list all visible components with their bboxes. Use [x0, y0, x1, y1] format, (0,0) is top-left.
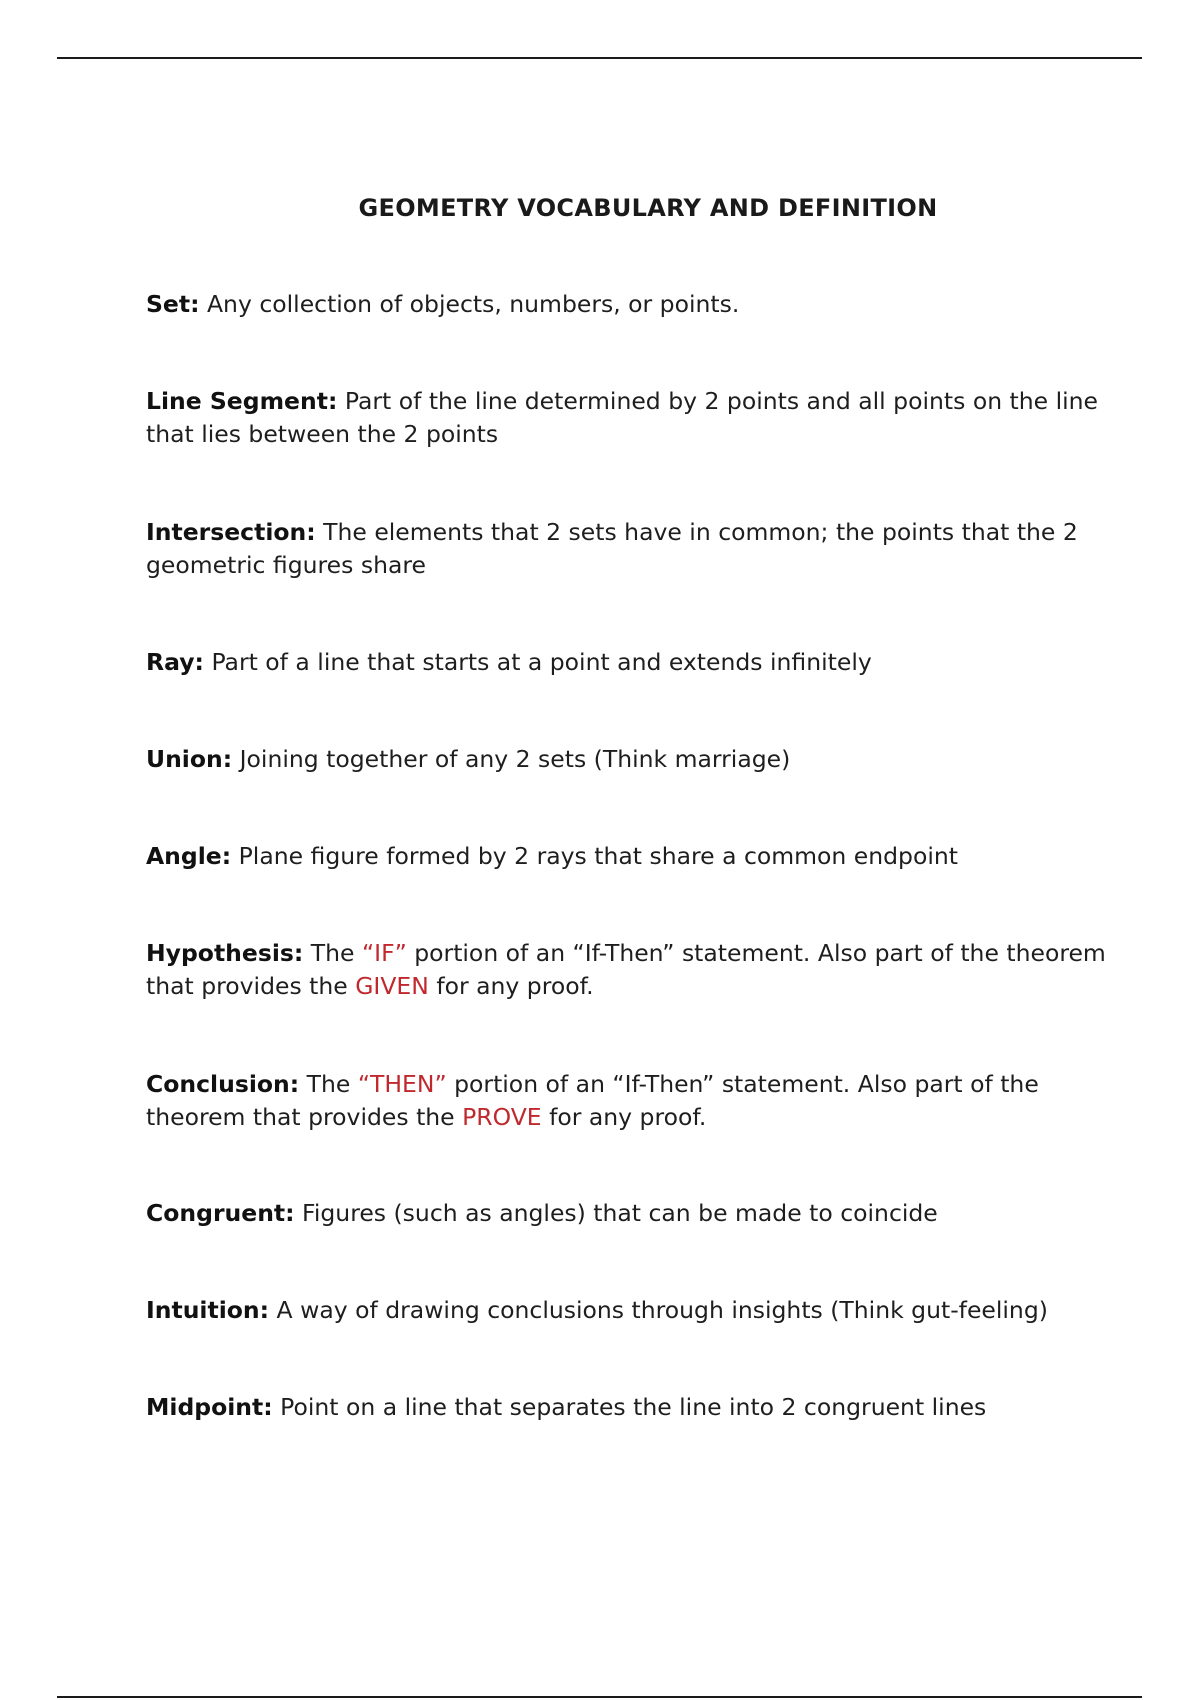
entry-angle: [146, 840, 1106, 873]
definition-angle: Plane figure formed by 2 rays that share a common endpoint: [238, 842, 958, 870]
entry-line-segment: [146, 385, 1106, 451]
definition-set: Any collection of objects, numbers, or points.: [206, 290, 740, 318]
definition-hypothesis-text-1: The: [310, 939, 362, 967]
entry-congruent: [146, 1197, 1106, 1230]
term-set: Set:: [146, 290, 200, 318]
definition-intuition: A way of drawing conclusions through insights (Think gut-feeling): [276, 1296, 1048, 1324]
document-title: GEOMETRY VOCABULARY AND DEFINITION: [358, 194, 938, 222]
definition-conclusion-text-1: The: [306, 1070, 358, 1098]
definition-conclusion-text-2: portion of an “If-Then” statement. Also part of the theorem that provides the: [146, 1070, 1039, 1131]
term-angle: Angle:: [146, 842, 232, 870]
definition-line-segment: Part of the line determined by 2 points and all points on the line that lies between the 2 points: [146, 387, 1099, 448]
entry-set: [146, 288, 1106, 321]
term-conclusion: Conclusion:: [146, 1070, 300, 1098]
definition-hypothesis-text-3: for any proof.: [428, 972, 594, 1000]
keyword-given: GIVEN: [355, 972, 429, 1000]
entry-intersection: [146, 516, 1106, 582]
entry-hypothesis: [146, 937, 1106, 1003]
term-line-segment: Line Segment:: [146, 387, 338, 415]
term-hypothesis: Hypothesis:: [146, 939, 304, 967]
definition-intersection: The elements that 2 sets have in common; the points that the 2 geometric figures share: [146, 518, 1078, 579]
entry-midpoint: [146, 1391, 1106, 1424]
term-intuition: Intuition:: [146, 1296, 270, 1324]
keyword-if: “IF”: [361, 939, 407, 967]
entry-ray: [146, 646, 1106, 679]
entry-conclusion: [146, 1068, 1106, 1134]
entry-intuition: [146, 1294, 1106, 1327]
term-ray: Ray:: [146, 648, 204, 676]
definition-union: Joining together of any 2 sets (Think marriage): [239, 745, 791, 773]
definition-ray: Part of a line that starts at a point and extends infinitely: [211, 648, 872, 676]
top-rule: [57, 57, 1142, 59]
keyword-then: “THEN”: [357, 1070, 447, 1098]
definition-hypothesis-text-2: portion of an “If-Then” statement. Also part of the theorem that provides the: [146, 939, 1106, 1000]
term-intersection: Intersection:: [146, 518, 316, 546]
definition-conclusion-text-3: for any proof.: [541, 1103, 707, 1131]
definition-midpoint: Point on a line that separates the line into 2 congruent lines: [280, 1393, 987, 1421]
entry-union: [146, 743, 1106, 776]
keyword-prove: PROVE: [462, 1103, 542, 1131]
term-midpoint: Midpoint:: [146, 1393, 273, 1421]
definition-congruent: Figures (such as angles) that can be made to coincide: [302, 1199, 938, 1227]
term-congruent: Congruent:: [146, 1199, 295, 1227]
term-union: Union:: [146, 745, 233, 773]
bottom-rule: [57, 1696, 1142, 1698]
